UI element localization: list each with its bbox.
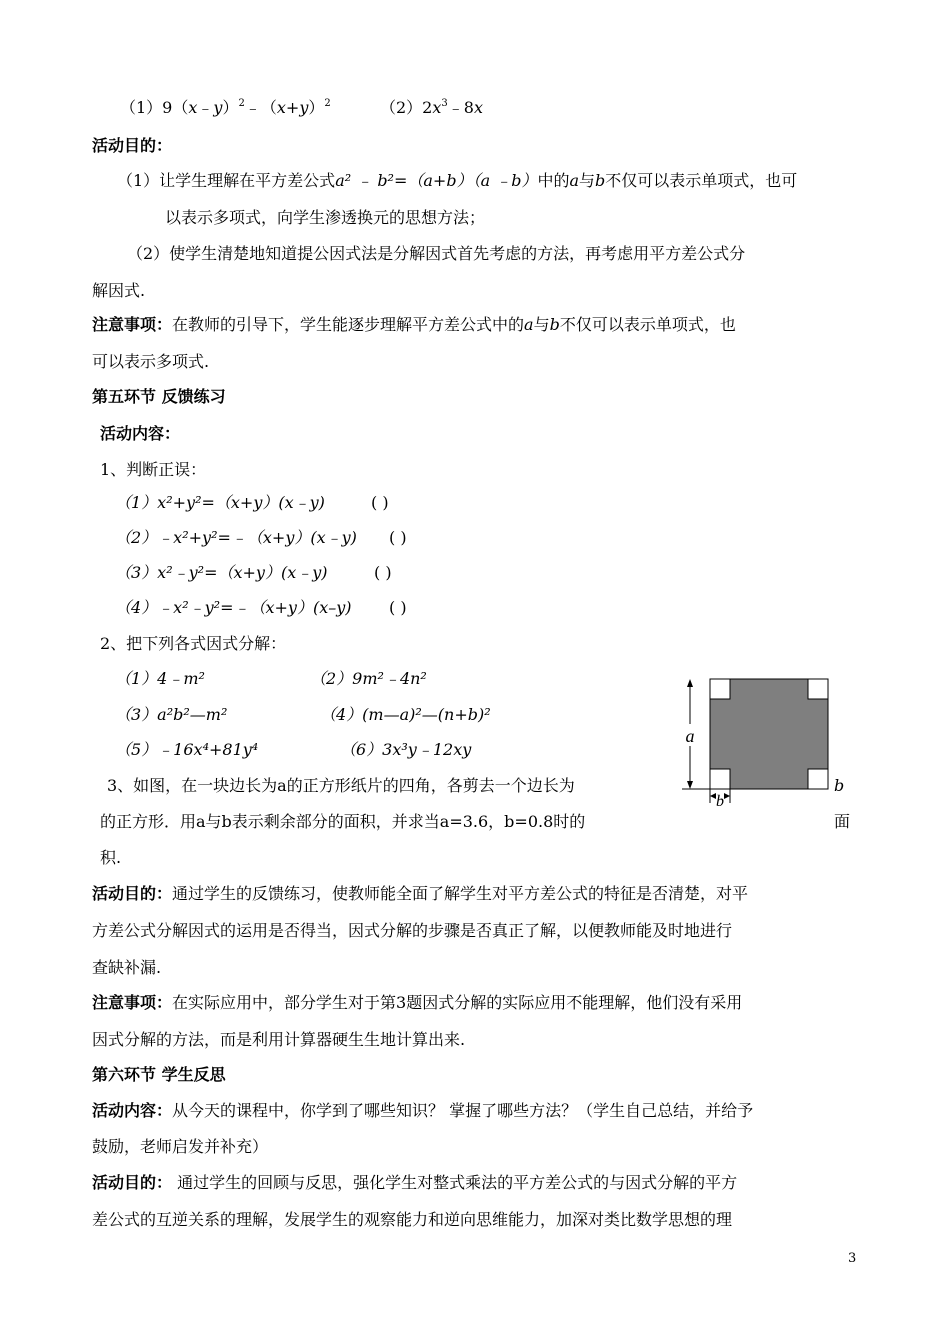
- page-number: 3: [848, 1251, 857, 1266]
- note2-line1: [92, 993, 742, 1013]
- var: y: [213, 98, 223, 117]
- section5-content-label: 活动内容：: [100, 424, 181, 443]
- text: ﹣（: [244, 98, 277, 117]
- text: 不仅可以表示单项式，也: [559, 315, 736, 334]
- var: x: [473, 98, 483, 117]
- purpose2-line1: [92, 884, 748, 904]
- var: x: [432, 98, 442, 117]
- q1-item-2: （2）﹣x²+y²=﹣（x+y）(x﹣y): [115, 528, 357, 547]
- note-label-2: 注意事项：: [92, 993, 173, 1012]
- section6-title: 第六环节 学生反思: [92, 1065, 226, 1084]
- text: 在教师的引导下，学生能逐步理解平方差公式中的: [172, 315, 525, 334]
- purpose2-line3: 查缺补漏.: [92, 958, 162, 977]
- note2-line2: 因式分解的方法，而是利用计算器硬生生地计算出来.: [92, 1030, 466, 1049]
- arrow-right-icon: [724, 793, 730, 799]
- text: 与: [579, 171, 596, 190]
- text: 不仅可以表示单项式，也可: [605, 171, 798, 190]
- text: 中的: [537, 171, 570, 190]
- var: a: [524, 315, 534, 334]
- text: 从今天的课程中，你学到了哪些知识？ 掌握了哪些方法？（学生自己总结，并给予: [172, 1101, 754, 1120]
- q1-item-4: （4）﹣x²﹣y²=﹣（x+y）(x–y): [115, 598, 352, 617]
- label-b: b: [716, 793, 724, 810]
- section6-content-line1: [92, 1101, 753, 1121]
- q1-blank-2: ( ): [389, 528, 407, 547]
- q2-item-6: （6）3x³y﹣12xy: [340, 740, 472, 759]
- section6-content-line2: 鼓励，老师启发并补充）: [92, 1137, 269, 1156]
- var: x: [276, 98, 286, 117]
- q2-item-2: （2）9m²﹣4n²: [310, 669, 427, 688]
- text: （1）让学生理解在平方差公式: [117, 171, 336, 190]
- text: ﹣: [197, 98, 214, 117]
- exercise-line-1b: [380, 98, 483, 118]
- note-label: 注意事项：: [92, 315, 173, 334]
- exponent: 2: [324, 98, 331, 109]
- section6-purpose-line1: [92, 1173, 737, 1193]
- var: a: [569, 171, 579, 190]
- cut-corner-tr: [808, 679, 828, 699]
- purpose2-line2: 方差公式分解因式的运用是否得当，因式分解的步骤是否真正了解，以便教师能及时地进行: [92, 921, 733, 940]
- cut-corner-tl: [710, 679, 730, 699]
- q1-blank-3: ( ): [374, 563, 392, 582]
- text: 通过学生的回顾与反思，强化学生对整式乘法的平方差公式的与因式分解的平方: [172, 1173, 738, 1192]
- q2-title: 2、把下列各式因式分解：: [100, 634, 287, 653]
- purpose-label-6: 活动目的：: [92, 1173, 173, 1192]
- q3-line1-end: b: [834, 776, 845, 795]
- var: b: [549, 315, 560, 334]
- purpose-label-1: 活动目的：: [92, 136, 173, 155]
- text: +: [285, 98, 300, 117]
- exponent: 3: [441, 98, 448, 109]
- text: ）: [308, 98, 325, 117]
- purpose-label-2: 活动目的：: [92, 884, 173, 903]
- q1-blank-4: ( ): [389, 598, 407, 617]
- var: x: [188, 98, 198, 117]
- purpose1-line1: [117, 171, 797, 191]
- q2-item-4: （4）(m—a)²—(n+b)²: [320, 705, 491, 724]
- purpose1-line2: 以表示多项式，向学生渗透换元的思想方法；: [165, 208, 486, 227]
- square-figure: [676, 672, 836, 812]
- q3-line1: 3、如图，在一块边长为a的正方形纸片的四角，各剪去一个边长为: [107, 776, 575, 795]
- q2-item-1: （1）4﹣m²: [115, 669, 205, 688]
- var: y: [299, 98, 309, 117]
- text: ）: [222, 98, 239, 117]
- cut-corner-bl: [710, 769, 730, 789]
- arrow-down-icon: [687, 781, 693, 789]
- q1-title: 1、判断正误：: [100, 460, 207, 479]
- q1-blank-1: ( ): [371, 493, 389, 512]
- note1-line1: [92, 315, 736, 335]
- section6-purpose-line2: 差公式的互逆关系的理解，发展学生的观察能力和逆向思维能力，加深对类比数学思想的理: [92, 1210, 733, 1229]
- exponent: 2: [238, 98, 245, 109]
- content-label-6: 活动内容：: [92, 1101, 173, 1120]
- note1-line2: 可以表示多项式.: [92, 352, 210, 371]
- q2-item-3: （3）a²b²—m²: [115, 705, 228, 724]
- text: （1）9（: [120, 98, 189, 117]
- text: 在实际应用中，部分学生对于第3题因式分解的实际应用不能理解，他们没有采用: [172, 993, 743, 1012]
- label-a: a: [685, 726, 695, 746]
- cut-corner-br: [808, 769, 828, 789]
- text: （2）2: [380, 98, 433, 117]
- q3-line3: 积.: [100, 848, 122, 867]
- section5-title: 第五环节 反馈练习: [92, 387, 226, 406]
- formula: a² ﹣ b²=（a+b）（a ﹣b）: [335, 171, 538, 190]
- var: b: [595, 171, 606, 190]
- purpose1-line3: （2）使学生清楚地知道提公因式法是分解因式首先考虑的方法，再考虑用平方差公式分: [127, 244, 746, 263]
- q1-item-1: （1）x²+y²=（x+y）(x﹣y): [115, 493, 325, 512]
- text: 通过学生的反馈练习，使教师能全面了解学生对平方差公式的特征是否清楚，对平: [172, 884, 749, 903]
- q3-line2-end: 面: [834, 812, 851, 831]
- q3-line2: 的正方形．用a与b表示剩余部分的面积，并求当a=3.6，b=0.8时的: [100, 812, 586, 831]
- arrow-up-icon: [687, 679, 693, 687]
- purpose1-line4: 解因式.: [92, 281, 146, 300]
- q1-item-3: （3）x²﹣y²=（x+y）(x﹣y): [115, 563, 328, 582]
- text: ﹣8: [447, 98, 474, 117]
- text: 与: [533, 315, 550, 334]
- q2-item-5: （5）﹣16x⁴+81y⁴: [115, 740, 259, 759]
- exercise-line-1: [120, 98, 331, 118]
